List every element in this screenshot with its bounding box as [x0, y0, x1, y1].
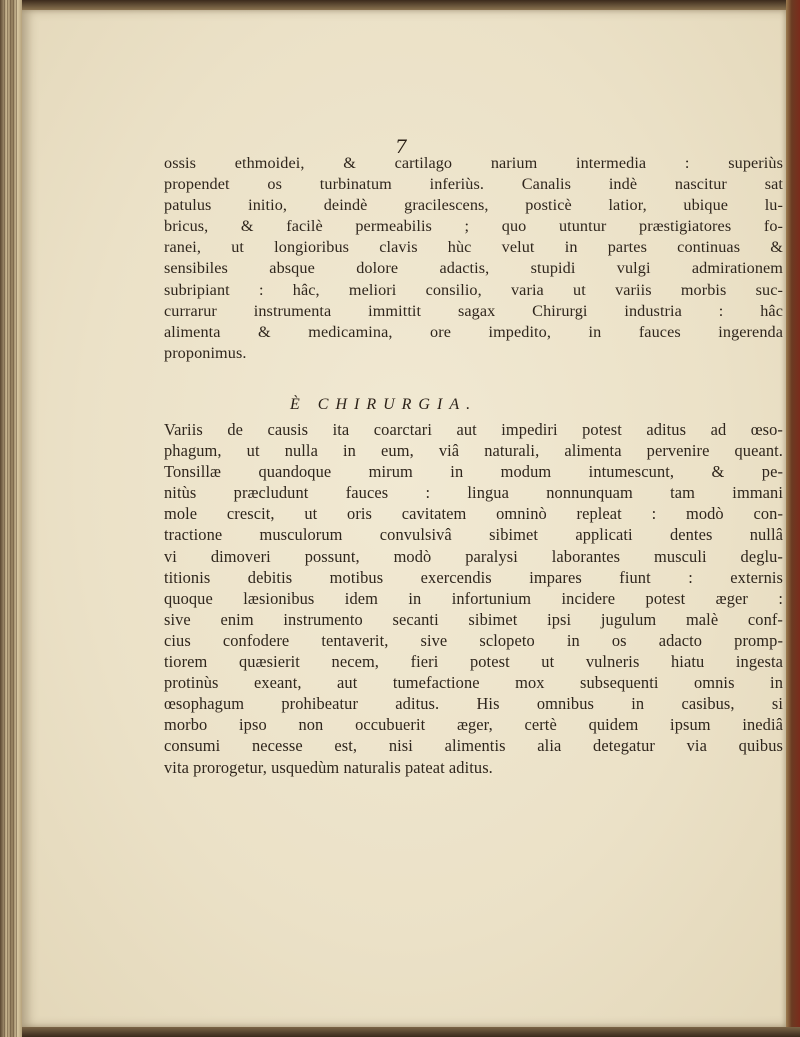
- text-line: sensibiles absque dolore adactis, stupidi vulgi admirationem: [164, 259, 783, 278]
- text-line: subripiant : hâc, meliori consilio, varia ut variis morbis suc-: [164, 280, 783, 299]
- text-line: sive enim instrumento secanti sibimet ipsi jugulum malè conf-: [164, 609, 783, 629]
- book-gutter: [0, 0, 22, 1037]
- text-line: quoque læsionibus idem in infortunium incidere potest æger :: [164, 588, 783, 608]
- text-line: patulus initio, deindè gracilescens, posticè latior, ubique lu-: [164, 196, 783, 215]
- top-page-edge: [22, 0, 800, 10]
- text-line: cius confodere tentaverit, sive sclopeto in os adacto promp-: [164, 630, 783, 650]
- text-line: ossis ethmoidei, & cartilago narium intermedia : superiùs: [164, 154, 783, 172]
- text-line: alimenta & medicamina, ore impedito, in fauces ingerenda: [164, 322, 783, 341]
- text-line: Variis de causis ita coarctari aut impediri potest aditus ad œso-: [164, 420, 783, 439]
- text-line: phagum, ut nulla in eum, viâ naturali, alimenta pervenire queant.: [164, 441, 783, 461]
- text-line: currarur instrumenta immittit sagax Chirurgi industria : hâc: [164, 301, 783, 320]
- text-line: titionis debitis motibus exercendis impares fiunt : externis: [164, 567, 783, 587]
- text-line: consumi necesse est, nisi alimentis alia detegatur via quibus: [164, 736, 783, 756]
- text-line: ranei, ut longioribus clavis hùc velut in partes continuas &: [164, 238, 783, 257]
- text-line: nitùs præcludunt fauces : lingua nonnunquam tam immani: [164, 483, 783, 503]
- text-line: vi dimoveri possunt, modò paralysi laborantes musculi deglu-: [164, 546, 783, 566]
- paragraph-chirurgia: [164, 419, 783, 778]
- text-line: Tonsillæ quandoque mirum in modum intumescunt, & pe-: [164, 462, 783, 482]
- text-line: tiorem quæsierit necem, fieri potest ut vulneris hiatu ingesta: [164, 652, 783, 672]
- text-line: tractione musculorum convulsivâ sibimet applicati dentes nullâ: [164, 525, 783, 545]
- text-line: protinùs exeant, aut tumefactione mox subsequenti omnis in: [164, 673, 783, 693]
- text-line: bricus, & facilè permeabilis ; quo utuntur præstigiatores fo-: [164, 217, 783, 236]
- text-line: vita prorogetur, usquedùm naturalis pateat aditus.: [164, 757, 493, 777]
- bottom-page-edge: [22, 1027, 800, 1037]
- text-line: proponimus.: [164, 343, 247, 362]
- text-line: propendet os turbinatum inferiùs. Canalis indè nascitur sat: [164, 175, 783, 194]
- text-line: morbo ipso non occubuerit æger, certè quidem ipsum inediâ: [164, 715, 783, 735]
- page-number: 7: [394, 136, 408, 158]
- text-line: œsophagum prohibeatur aditus. His omnibus in casibus, si: [164, 694, 783, 714]
- right-cover-edge: [786, 0, 800, 1037]
- section-heading: È CHIRURGIA.: [290, 396, 478, 413]
- gutter-page-edges: [4, 0, 18, 1037]
- text-line: mole crescit, ut oris cavitatem omninò repleat : modò con-: [164, 504, 783, 524]
- paragraph-ethmoid: [164, 153, 783, 364]
